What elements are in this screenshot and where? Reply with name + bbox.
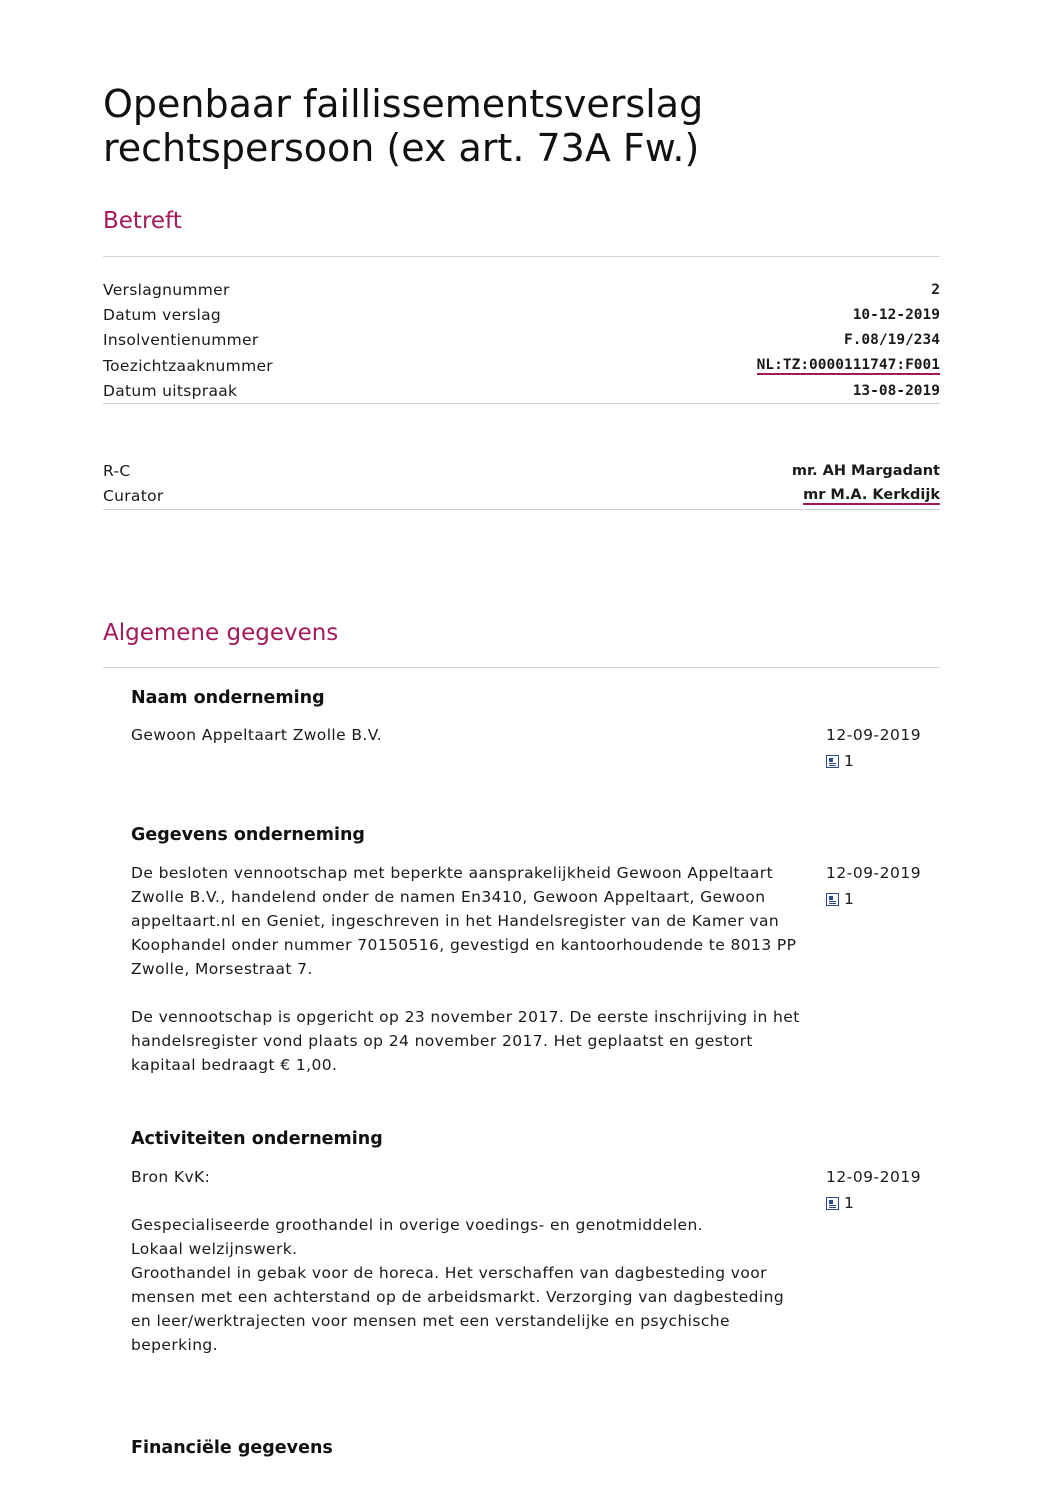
section-meta — [826, 861, 941, 911]
paragraph: Bron KvK: — [131, 1168, 211, 1186]
label: Datum verslag — [103, 305, 222, 324]
divider — [103, 667, 940, 668]
source-reference[interactable] — [826, 887, 941, 911]
row-verslagnummer — [103, 277, 940, 302]
section-date: 12-09-2019 — [826, 1168, 922, 1186]
toezichtzaaknummer-link[interactable]: NL:TZ:0000111747:F001 — [756, 356, 940, 373]
row-datum-uitspraak — [103, 378, 940, 404]
document-icon — [826, 893, 839, 906]
label: Datum uitspraak — [103, 381, 238, 400]
divider — [103, 256, 940, 257]
value: mr. AH Margadant — [791, 462, 940, 479]
row-datum-verslag — [103, 302, 940, 327]
page-title: Openbaar faillissementsverslag rechtspersoon (ex art. 73A Fw.) — [103, 82, 704, 170]
value: 2 — [931, 281, 940, 298]
section-heading-betreft: Betreft — [103, 208, 182, 234]
reference-number: 1 — [844, 752, 854, 770]
section-heading-algemene: Algemene gegevens — [103, 620, 339, 646]
label: Insolventienummer — [103, 331, 259, 350]
section-date: 12-09-2019 — [826, 864, 922, 882]
label: Curator — [103, 486, 164, 505]
paragraph: Gespecialiseerde groothandel in overige voedings- en genotmiddelen. Lokaal welzijnswerk. Groothandel in gebak voor de horeca. Het verschaffen van dagbesteding voor mensen met een achterstand op de arbeidsmarkt. Verzorging van dagbesteding en leer/werktrajecten voor mensen met een verstandelijke en psychische beperking. — [131, 1216, 785, 1354]
people-table — [103, 458, 940, 510]
value: 13-08-2019 — [852, 382, 940, 399]
row-insolventienummer — [103, 328, 940, 353]
value: F.08/19/234 — [843, 332, 940, 349]
source-reference[interactable] — [826, 749, 941, 773]
section-meta — [826, 1165, 941, 1215]
reference-number: 1 — [844, 890, 854, 908]
case-details-table — [103, 277, 940, 404]
paragraph: De besloten vennootschap met beperkte aansprakelijkheid Gewoon Appeltaart Zwolle B.V., handelend onder de namen En3410, Gewoon Appeltaart, Gewoon appeltaart.nl en Geniet, ingeschreven in het Handelsregister van de Kamer van Koophandel onder nummer 70150516, gevestigd en kantoorhoudende te 8013 PP Zwolle, Morsestraat 7. — [131, 864, 797, 978]
value: 10-12-2019 — [852, 306, 940, 323]
section-body — [131, 1165, 801, 1357]
subheading-activiteiten: Activiteiten onderneming — [131, 1129, 383, 1149]
subheading-financiele: Financiële gegevens — [131, 1438, 333, 1458]
label: R-C — [103, 461, 131, 480]
section-body — [131, 723, 801, 747]
label: Toezichtzaaknummer — [103, 356, 273, 375]
curator-link[interactable]: mr M.A. Kerkdijk — [803, 486, 940, 503]
section-body — [131, 861, 801, 1077]
section-date: 12-09-2019 — [826, 726, 922, 744]
row-curator — [103, 483, 940, 509]
label: Verslagnummer — [103, 280, 230, 299]
document-icon — [826, 755, 839, 768]
subheading-gegevens: Gegevens onderneming — [131, 825, 365, 845]
paragraph: De vennootschap is opgericht op 23 november 2017. De eerste inschrijving in het handelsregister vond plaats op 24 november 2017. Het geplaatst en gestort kapitaal bedraagt € 1,00. — [131, 1008, 800, 1074]
reference-number: 1 — [844, 1194, 854, 1212]
section-meta — [826, 723, 941, 773]
row-rc — [103, 458, 940, 483]
paragraph: Gewoon Appeltaart Zwolle B.V. — [131, 726, 383, 744]
document-icon — [826, 1197, 839, 1210]
row-toezichtzaaknummer — [103, 353, 940, 378]
source-reference[interactable] — [826, 1191, 941, 1215]
subheading-naam: Naam onderneming — [131, 688, 325, 708]
